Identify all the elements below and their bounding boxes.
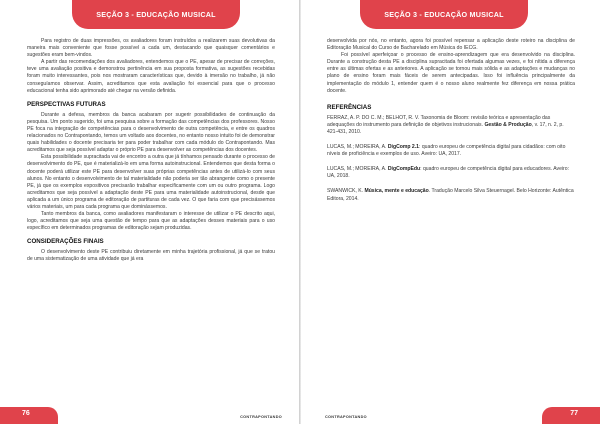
paragraph: Foi possível aperfeiçoar o processo de ensino-aprendizagem que era desenvolvido na disciplina. Durante a construção desta PE a disciplina supracitada foi ofertada algumas vezes, e foi nítida a diferença entre as últimas ofertas e as anteriores. A aplicação se tornou mais sólida e as adaptações e mudanças no plano de ensino foram mais fáceis de serem antecipadas. Isso foi influência principalmente da implementação do módulo 1, entender quem é o nosso aluno realmente fez diferença em nossa prática docente. [327,52,575,94]
heading-referencias: REFERÊNCIAS [327,103,372,111]
reference-item: FERRAZ, A. P. DO C. M.; BELHOT, R. V. Taxonomia de Bloom: revisão teórica e apresentação das adequações do instrumento para definição de objetivos instrucionais. Gestão & Produção, v. 17, n. 2, p. 421-431, 2010. [327,114,564,135]
page-number: 76 [22,410,30,417]
right-page [300,0,600,424]
section-banner: SEÇÃO 3 - EDUCAÇÃO MUSICAL [360,0,528,29]
book-gutter [299,0,301,424]
paragraph: O desenvolvimento deste PE contribuiu diretamente em minha trajetória profissional, já que se tratou de uma sistematização de uma atividade que já era [27,249,275,263]
paragraph: desenvolvida por nós, no entanto, agora foi possível repensar a aplicação deste roteiro na disciplina de Editoração Musical do Curso de Bacharelado em Música do IECG. [327,38,575,52]
page-footer [300,407,600,424]
left-page-body [27,38,275,264]
paragraph: Durante a defesa, membros da banca acabaram por sugerir possibilidades de continuação da pesquisa. Um ponto sugerido, foi uma pesquisa sobre a formação das competências dos professores. Nosso PE foca na integração de competências para o desenvolvimento de outra competência, e entre os quadros relacionados no Contrapontando, temos um voltado aos docentes, no entanto nosso intuito foi de demonstrar quais habilidades o docente precisaria ter para poder trabalhar com cada módulo do Contrapontando. Mas acreditamos que seja possível adaptar o próprio PE para desenvolver as competências dos docentes. [27,111,275,154]
section-banner: SEÇÃO 3 - EDUCAÇÃO MUSICAL [72,0,240,29]
reference-item: LUCAS, M.; MOREIRA, A. DigComp 2.1: quadro europeu de competência digital para cidadãos: com oito níveis de proficiência e exemplos de uso. Aveiro: UA, 2017. [327,144,566,158]
page-number-tab [0,407,58,424]
heading-consideracoes-finais: CONSIDERAÇÕES FINAIS [27,238,104,246]
reference-item: LUCAS, M.; MOREIRA, A. DigCompEdu: quadro europeu de competência digital para educadores. Aveiro: UA, 2018. [327,166,569,180]
paragraph: A partir das recomendações dos avaliadores, entendemos que o PE, apesar de precisar de correções, teve uma avaliação positiva e demonstrou pertinência em sua proposta formativa, as sugestões recebidas foram muito interessantes, pois nos mostraram características que, devido à imersão no trabalho, já não conseguíamos observar. Assim, acreditamos que esta avaliação foi essencial para que o processo educacional tenha sido aprimorado até chegar na versão definida. [27,59,275,94]
page-number: 77 [570,410,578,417]
footer-brand: CONTRAPONTANDO [240,415,282,419]
paragraph: Esta possibilidade supracitada vai de encontro a outra que já tínhamos pensado durante o processo de desenvolvimento do PE, que é materializá-lo em uma forma autoinstrucional. Entendemos que desta forma o docente poderá utilizar este PE para desenvolver suas próprias competências antes de utilizá-lo com seus alunos. No entanto o desenvolvimento de tal materialidade não poderia ser tão abrangente como o presente PE, já que os exemplos expositivos precisarão trabalhar especificamente com um ou outro programa. Logo acreditamos que seja possível a adaptação deste PE para uma materialidade autoinstrucional, desde que aplicada a um único programa de editoração de partituras de cada vez. O que faria com que precisássemos vários materiais, um para cada programa que dominássemos. [27,154,275,210]
page-number-tab [542,407,600,424]
right-page-body [327,38,575,211]
paragraph: Para registro de duas impressões, os avaliadores foram instruídos a realizarem suas devolutivas da maneira mais conveniente que fosse possível a cada um, destacando que quaisquer comentários e sugestões eram bem-vindos. [27,38,275,59]
page-footer [0,407,300,424]
heading-perspectivas-futuras: PERSPECTIVAS FUTURAS [27,100,106,108]
paragraph: Tanto membros da banca, como avaliadores manifestaram o interesse de utilizar o PE descrito aqui, logo, acreditamos que seja uma questão de tempo para que as adaptações desses materiais para o uso específico em determinados programas de editoração sejam produzidas. [27,211,275,232]
reference-item: SWANWICK, K. Música, mente e educação. Tradução Marcelo Silva Steuernagel. Belo Horizonte: Autêntica Editora, 2014. [327,188,574,202]
footer-brand: CONTRAPONTANDO [325,415,367,419]
